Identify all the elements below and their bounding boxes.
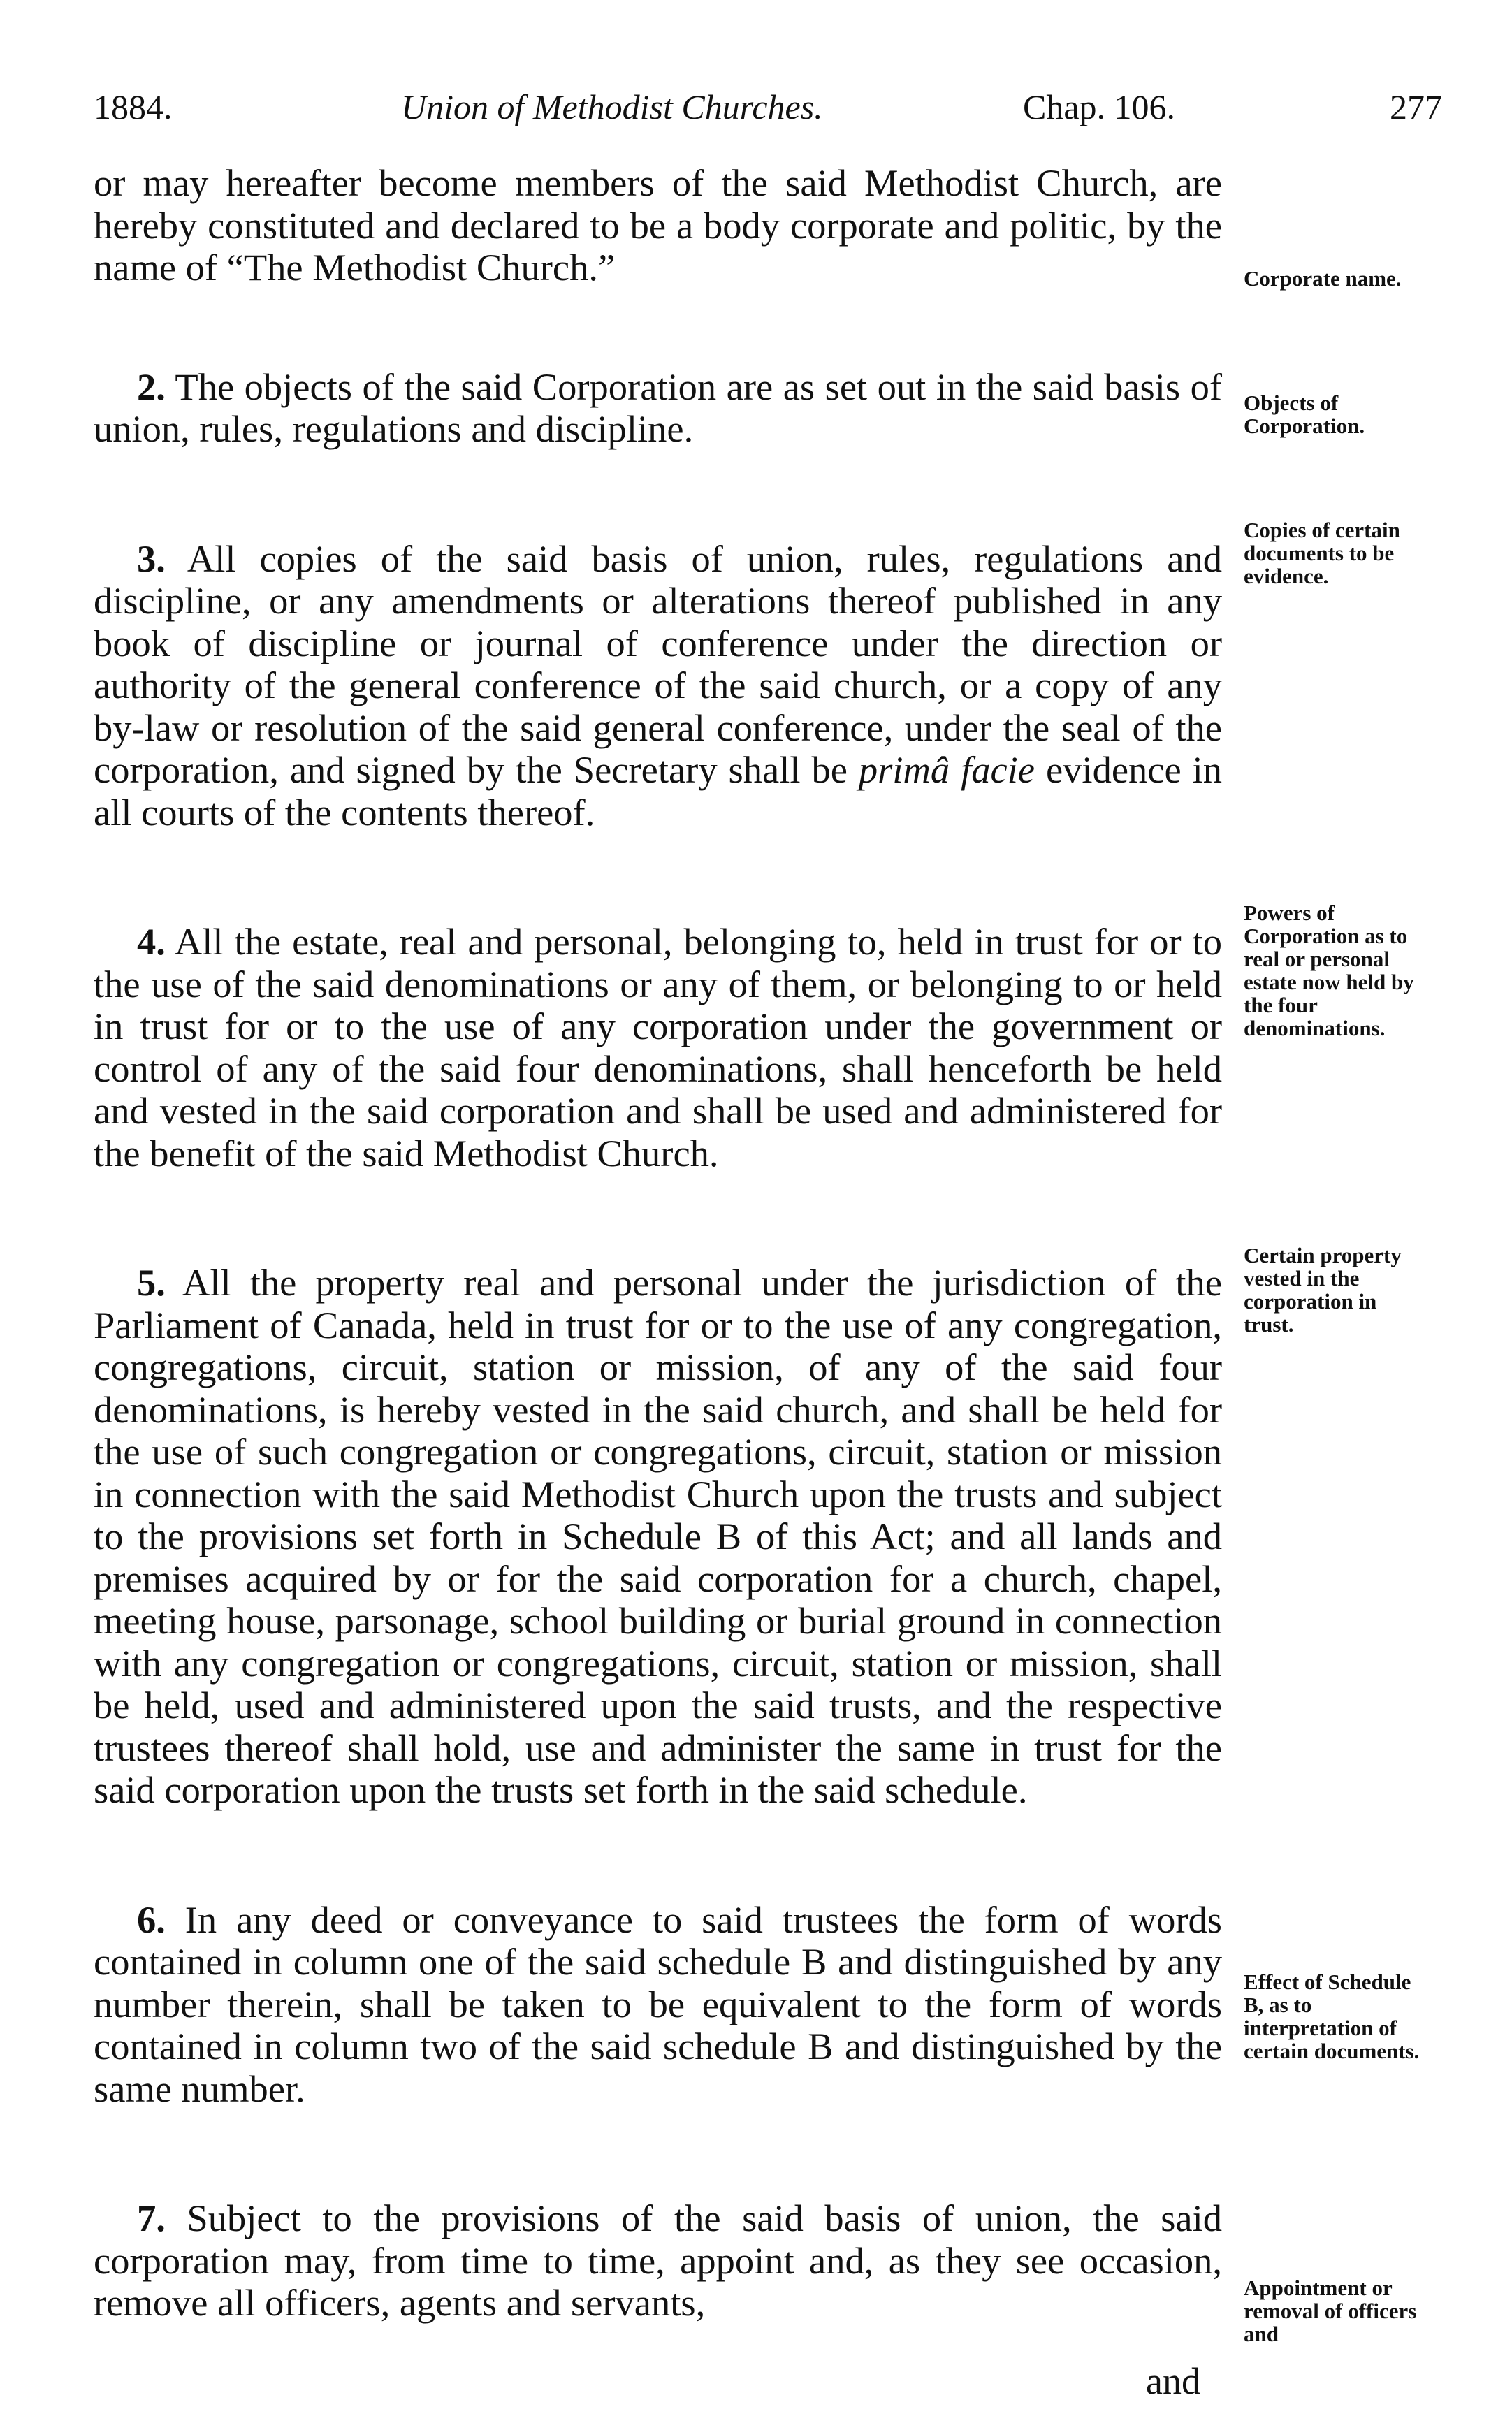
running-head <box>94 82 1442 131</box>
section-text: All the estate, real and personal, belonging to, held in trust for or to the use of the said denominations or any of them, or belonging to or held in trust for or to the use of any corporation under the government or control of any of the said four denominations, shall henceforth be held and vested in the said corporation and shall be used and administered for the benefit of the said Methodist Church. <box>94 920 1223 1174</box>
catchword: and <box>1146 2360 1200 2402</box>
margin-note-copies-evidence: Copies of certain documents to be evidence. <box>1244 518 1400 588</box>
section-number: 7. <box>137 2197 166 2239</box>
section-4 <box>94 921 1222 1174</box>
paragraph-1-continued <box>94 162 1222 289</box>
section-text-after: evidence in all courts of the contents thereof. <box>94 748 1223 834</box>
section-3 <box>94 538 1222 834</box>
header-chapter: Chap. 106. <box>1023 87 1176 126</box>
section-5 <box>94 1262 1222 1812</box>
section-number: 4. <box>137 920 166 963</box>
section-7 <box>94 2197 1222 2324</box>
section-text-italic: primâ facie <box>858 748 1035 791</box>
section-2 <box>94 366 1222 451</box>
body-text <box>94 162 1222 2412</box>
paragraph-text: or may hereafter become members of the said Methodist Church, are hereby constituted and declared to be a body corporate and politic, by the name of “The Methodist Church.” <box>94 161 1222 289</box>
section-number: 5. <box>137 1261 166 1304</box>
section-number: 6. <box>137 1898 166 1941</box>
margin-note-schedule-b: Effect of Schedule B, as to interpretation of certain documents. <box>1244 1970 1420 2063</box>
section-text: Subject to the provisions of the said basis of union, the said corporation may, from time to time, appoint and, as they see occasion, remove all officers, agents and servants, <box>94 2197 1223 2324</box>
section-6 <box>94 1899 1222 2111</box>
section-text: All copies of the said basis of union, rules, regulations and discipline, or any amendments or alterations thereof published in any book of discipline or journal of conference under the direction or authority of the general conference of the said church, or a copy of any by-law or resolution of the said general conference, under the seal of the corporation, and signed by the Secretary shall be <box>94 537 1222 791</box>
header-page-number: 277 <box>1390 87 1442 126</box>
margin-note-property-vested: Certain property vested in the corporation in trust. <box>1244 1243 1402 1337</box>
section-text: The objects of the said Corporation are as set out in the said basis of union, rules, regulations and discipline. <box>94 365 1222 450</box>
section-text: In any deed or conveyance to said trustees the form of words contained in column one of the said schedule B and distinguished by any number therein, shall be taken to be equivalent to the form of words contained in column two of the said schedule B and distinguished by the same number. <box>94 1898 1223 2110</box>
section-text: All the property real and personal under the jurisdiction of the Parliament of Canada, held in trust for or to the use of any congregation, congregations, circuit, station or mission, of any of the said four denominations, is hereby vested in the said church, and shall be held for the use of such congregation or congregations, circuit, station or mission in connection with the said Methodist Church upon the trusts and subject to the provisions set forth in Schedule B of this Act; and all lands and premises acquired by or for the said corporation for a church, chapel, meeting house, parsonage, school building or burial ground in connection with any congregation or congregations, circuit, station or mission, shall be held, used and administered upon the said trusts, and the respective trustees thereof shall hold, use and administer the same in trust for the said corporation upon the trusts set forth in the said schedule. <box>94 1261 1222 1811</box>
section-number: 2. <box>137 365 166 408</box>
section-number: 3. <box>137 537 166 580</box>
margin-note-appointment: Appointment or removal of officers and <box>1244 2276 1417 2346</box>
header-title: Union of Methodist Churches. <box>401 87 823 126</box>
margin-note-objects: Objects of Corporation. <box>1244 391 1365 438</box>
margin-note-corporate-name: Corporate name. <box>1244 266 1402 291</box>
header-year: 1884. <box>94 87 173 126</box>
margin-note-powers: Powers of Corporation as to real or personal estate now held by the four denominations. <box>1244 901 1414 1040</box>
